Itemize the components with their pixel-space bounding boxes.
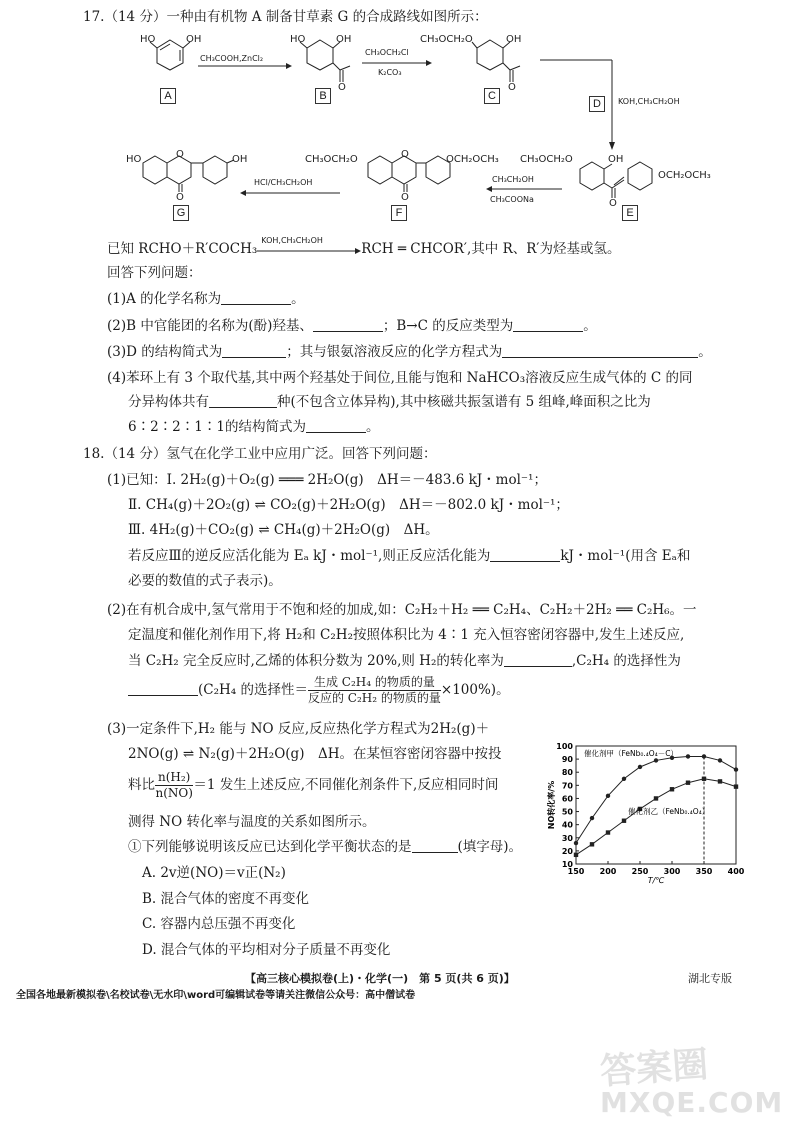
legend-series-1: 催化剂甲（FeNb₀.₄O₄－C） [584,749,678,758]
q18-s2-line3: 当 C₂H₂ 完全反应时,乙烯的体积分数为 20%,则 H₂的转化率为 ,C₂H₄ 的选择性为 [128,653,681,669]
series-2-point [718,779,722,783]
svg-text:OH: OH [506,34,522,45]
answer-blank-18-1[interactable] [490,547,560,562]
label-a: A [160,88,176,104]
series-1-point [622,777,626,781]
series-1-point [702,754,706,758]
known-reaction-arrow: KOH,CH₃CH₂OH [257,243,361,257]
q18-s1-line5: 必要的数值的式子表示)。 [128,573,282,589]
svg-text:O: O [609,198,617,209]
svg-text:O: O [176,149,184,160]
y-tick-label: 80 [561,768,573,778]
q18-s3-line2: 2NO(g) ⇌ N₂(g)＋2H₂O(g) ΔH。在某恒容密闭容器中按投 [128,746,502,762]
option-c[interactable]: C. 容器内总压强不再变化 [142,916,296,932]
watermark-mxqe-bottom: MXQE.COM [600,1086,784,1119]
q17-title: 17.（14 分）一种由有机物 A 制备甘草素 G 的合成路线如图所示： [83,9,488,25]
answer-blank-2a[interactable] [313,317,383,332]
svg-text:OH: OH [608,154,624,165]
series-1-point [654,758,658,762]
q17-part4-line1: (4)苯环上有 3 个取代基,其中两个羟基处于间位,且能与饱和 NaHCO₃溶液反应生成气体的 C 的同 [107,370,693,386]
x-tick-label: 350 [695,867,713,876]
y-tick-label: 30 [561,833,573,843]
reagent-b-c-top: CH₃OCH₂Cl [365,48,409,57]
series-2-point [590,842,594,846]
x-tick-label: 150 [567,867,585,876]
x-tick-label: 250 [631,867,649,876]
series-2-point [574,853,578,857]
label-d: D [589,96,605,112]
y-tick-label: 10 [561,860,573,869]
q18-s3-line4: 测得 NO 转化率与温度的关系如图所示。 [128,814,376,830]
q17-part1: (1)A 的化学名称为 。 [107,291,305,307]
series-1-point [590,816,594,820]
watermark-mxqe-top: 答案圈 [598,1044,710,1093]
footer-bottom: 全国各地最新模拟卷\名校试卷\无水印\word可编辑试卷等请关注微信公众号：高中僧试卷 [16,990,416,1001]
svg-text:OCH₂OCH₃: OCH₂OCH₃ [658,170,711,181]
no-conversion-chart [540,738,752,884]
y-tick-label: 60 [561,794,573,804]
plot-frame [576,746,736,864]
answer-blank-18-3[interactable] [412,838,458,853]
svg-text:O: O [338,82,346,93]
q18-s2-line1: (2)在有机合成中,氢气常用于不饱和烃的加成,如：C₂H₂＋H₂ ══ C₂H₄、C₂H₂＋2H₂ ══ C₂H₆。一 [107,602,697,618]
series-line-2 [576,779,736,855]
option-a[interactable]: A. 2v逆(NO)＝v正(N₂) [142,865,286,881]
svg-text:CH₃OCH₂O: CH₃OCH₂O [305,154,358,165]
label-c: C [484,88,500,104]
series-2-point [606,830,610,834]
series-1-point [718,758,722,762]
y-tick-label: 50 [561,807,573,817]
series-2-point [734,784,738,788]
reagent-a-b: CH₃COOH,ZnCl₂ [200,54,264,63]
q18-title: 18.（14 分）氢气在化学工业中应用广泛。回答下列问题： [83,446,437,462]
label-b: B [315,88,331,104]
series-2-point [686,781,690,785]
x-axis-label: T/℃ [647,876,665,885]
q17-part4-line2: 分异构体共有 种(不包含立体异构),其中核磁共振氢谱有 5 组峰,峰面积之比为 [128,394,651,410]
label-e: E [622,205,638,221]
x-tick-label: 200 [599,867,617,876]
svg-text:CH₃OCH₂O: CH₃OCH₂O [420,34,473,45]
answer-blank-3a[interactable] [222,343,286,358]
q18-s2-line4: (C₂H₄ 的选择性＝ $\frac{\text{生成 C₂H₄ 的物质的量}}{\text{反应的 C₂H₂ 的物质的量}}$ ×100%)。 [128,675,510,706]
molecule-a-structure [140,28,200,78]
svg-text:HO: HO [290,34,306,45]
answer-blank-2b[interactable] [513,317,583,332]
svg-text:O: O [176,192,184,203]
footer-center: 【高三核心模拟卷(上)・化学(一) 第 5 页(共 6 页)】 [245,972,515,985]
q18-s1-line4: 若反应Ⅲ的逆反应活化能为 Eₐ kJ・mol⁻¹,则正反应活化能为 kJ・mol⁻¹(用含 Eₐ和 [128,548,691,564]
molecule-c-structure [420,28,540,93]
svg-text:OH: OH [232,154,248,165]
answer-blank-18-2a[interactable] [504,652,572,667]
reagent-f-g: HCl/CH₃CH₂OH [254,178,313,187]
series-1-point [686,754,690,758]
y-tick-label: 70 [561,781,573,791]
q17-prompt: 回答下列问题： [107,265,202,281]
series-1-point [638,765,642,769]
known-reaction: 已知 RCHO＋R′COCH₃ KOH,CH₃CH₂OH RCH ═ CHCOR′,其中 R、R′为烃基或氢。 [107,235,621,257]
q17-part2: (2)B 中官能团的名称为(酚)羟基、 ；B→C 的反应类型为 。 [107,318,597,334]
y-tick-label: 20 [561,846,573,856]
q18-s1-line3: Ⅲ. 4H₂(g)＋CO₂(g) ⇌ CH₄(g)＋2H₂O(g) ΔH。 [128,522,439,538]
x-tick-label: 300 [663,867,681,876]
y-tick-label: 100 [556,742,573,751]
reagent-e-f-top: CH₃CH₂OH [492,175,534,184]
option-b[interactable]: B. 混合气体的密度不再变化 [142,891,310,907]
y-tick-label: 40 [561,820,573,830]
answer-blank-18-2b[interactable] [128,681,198,696]
selectivity-fraction: $\frac{\text{生成 C₂H₄ 的物质的量}}{\text{反应的 C₂H₂ 的物质的量}}$ [307,675,441,705]
answer-blank-1[interactable] [221,290,291,305]
molecule-b-structure [290,28,360,93]
footer-right: 湖北专版 [688,972,732,985]
molecule-f-structure [300,148,499,204]
series-2-point [702,777,706,781]
svg-text:CH₃OCH₂O: CH₃OCH₂O [520,154,573,165]
arrow-c-e [540,50,620,150]
answer-blank-4b[interactable] [306,418,366,433]
svg-text:HO: HO [140,34,156,45]
q17-part4-line3: 6∶2∶2∶1∶1的结构简式为 。 [128,419,380,435]
q18-s2-line2: 定温度和催化剂作用下,将 H₂和 C₂H₂按照体积比为 4∶1 充入恒容密闭容器中,发生上述反应, [128,627,685,643]
answer-blank-4a[interactable] [209,393,277,408]
reagent-b-c-bottom: K₂CO₃ [378,68,402,77]
svg-text:OH: OH [336,34,352,45]
svg-text:OH: OH [186,34,202,45]
arrow-a-b [198,62,292,70]
option-d[interactable]: D. 混合气体的平均相对分子质量不再变化 [142,942,391,958]
series-1-point [606,794,610,798]
svg-text:O: O [401,192,409,203]
x-tick-label: 400 [727,867,745,876]
q18-s3-line5: ①下列能够说明该反应已达到化学平衡状态的是 (填字母)。 [128,839,523,855]
q18-s3-line1: (3)一定条件下,H₂ 能与 NO 反应,反应热化学方程式为2H₂(g)＋ [107,721,490,737]
y-tick-label: 90 [561,755,573,765]
q18-s3-line3: 料比 $\frac{\text{n(H₂)}}{n(NO)}$ ＝1 发生上述反应,不同催化剂条件下,反应相同时间 [128,770,499,800]
y-axis-label: NO转化率/% [547,780,556,830]
q18-s1-line1: (1)已知：Ⅰ. 2H₂(g)＋O₂(g) ═══ 2H₂O(g) ΔH＝－483.6 kJ・mol⁻¹； [107,472,547,488]
series-1-point [734,767,738,771]
label-g: G [173,205,189,221]
legend-series-2: 催化剂乙（FeNb₀.₄O₄） [628,807,710,816]
feed-ratio-fraction: $\frac{\text{n(H₂)}}{n(NO)}$ [155,770,193,800]
svg-text:O: O [508,82,516,93]
series-2-point [654,796,658,800]
molecule-e-structure [520,148,720,209]
label-f: F [391,205,407,221]
reagent-e-f-bottom: CH₃COONa [490,195,534,204]
reagent-c-e: KOH,CH₃CH₂OH [618,97,680,106]
svg-text:HO: HO [126,154,142,165]
q17-part3: (3)D 的结构简式为 ；其与银氨溶液反应的化学方程式为 。 [107,344,712,360]
svg-text:OCH₂OCH₃: OCH₂OCH₃ [446,154,499,165]
series-2-point [622,819,626,823]
molecule-g-structure [120,148,260,204]
q18-s1-line2: Ⅱ. CH₄(g)＋2O₂(g) ⇌ CO₂(g)＋2H₂O(g) ΔH＝－802.0 kJ・mol⁻¹； [128,497,569,513]
svg-text:O: O [401,149,409,160]
series-2-point [670,787,674,791]
series-1-point [574,841,578,845]
answer-blank-3b[interactable] [502,343,698,358]
